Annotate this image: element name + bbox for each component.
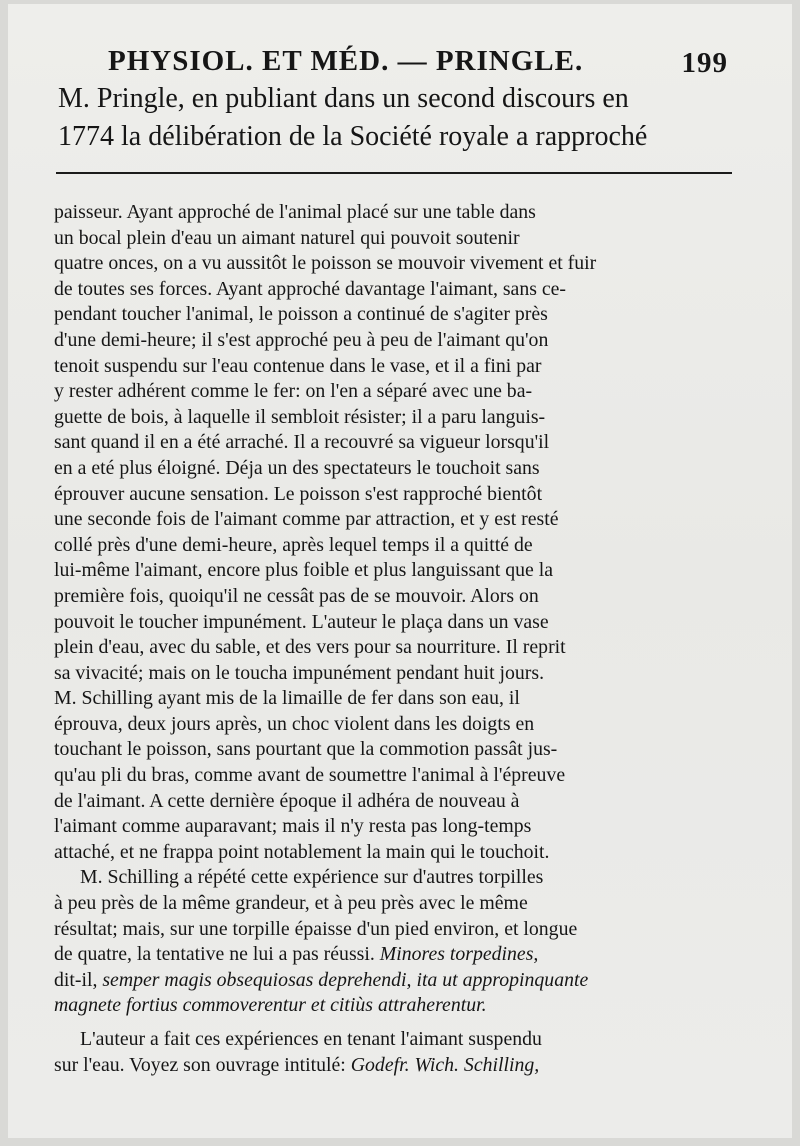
text-line: attaché, et ne frappa point notablement la main qui le touchoit. <box>54 840 550 863</box>
paragraph-2 <box>54 865 734 1019</box>
text-fragment: de quatre, la tentative ne lui a pas réussi. <box>54 943 380 966</box>
text-line: plein d'eau, avec du sable, et des vers pour sa nourriture. Il reprit <box>54 636 566 659</box>
latin-quote-line: magnete fortius commoverentur et citiùs attraherentur. <box>54 994 487 1017</box>
book-title: Godefr. Wich. Schilling, <box>350 1053 540 1076</box>
section-title: PHYSIOL. ET MÉD. — PRINGLE. <box>108 45 584 77</box>
text-line <box>54 942 734 968</box>
text-line: lui-même l'aimant, encore plus foible et plus languissant que la <box>54 559 554 582</box>
intro-line: 1774 la délibération de la Société royale a rapproché <box>58 121 648 152</box>
paragraph-1 <box>54 200 734 865</box>
text-line: première fois, quoiqu'il ne cessât pas de se mouvoir. Alors on <box>54 584 539 607</box>
intro-line: M. Pringle, en publiant dans un second discours en <box>58 83 629 114</box>
body-text <box>54 200 734 1078</box>
text-line: éprouver aucune sensation. Le poisson s'est rapproché bientôt <box>54 482 543 505</box>
running-header <box>108 44 728 78</box>
text-line <box>54 1053 734 1079</box>
text-line: L'auteur a fait ces expériences en tenant l'aimant suspendu <box>80 1028 542 1050</box>
text-line: sant quand il en a été arraché. Il a recouvré sa vigueur lorsqu'il <box>54 431 550 454</box>
text-line: pendant toucher l'animal, le poisson a continué de s'agiter près <box>54 303 548 326</box>
paragraph-3 <box>54 1027 734 1078</box>
text-line: à peu près de la même grandeur, et à peu près avec le même <box>54 892 528 915</box>
text-line: qu'au pli du bras, comme avant de soumettre l'animal à l'épreuve <box>54 764 566 787</box>
horizontal-rule <box>56 172 732 174</box>
text-line: résultat; mais, sur une torpille épaisse d'un pied environ, et longue <box>54 917 578 940</box>
text-line: sa vivacité; mais on le toucha impunément pendant huit jours. <box>54 661 545 684</box>
text-line: touchant le poisson, sans pourtant que la commotion passât jus- <box>54 738 558 761</box>
book-page <box>8 4 792 1138</box>
text-line: paisseur. Ayant approché de l'animal placé sur une table dans <box>54 201 536 223</box>
latin-quote: semper magis obsequiosas deprehendi, ita ut appropinquante <box>102 968 589 991</box>
text-line: tenoit suspendu sur l'eau contenue dans le vase, et il a fini par <box>54 354 542 377</box>
text-line: d'une demi-heure; il s'est approché peu à peu de l'aimant qu'on <box>54 328 549 351</box>
text-line: M. Schilling ayant mis de la limaille de fer dans son eau, il <box>54 687 520 710</box>
text-line: de l'aimant. A cette dernière époque il adhéra de nouveau à <box>54 789 520 812</box>
text-fragment: dit-il, <box>54 968 103 991</box>
text-line: une seconde fois de l'aimant comme par attraction, et y est resté <box>54 508 559 531</box>
text-line: collé près d'une demi-heure, après lequel temps il a quitté de <box>54 533 533 556</box>
text-line: en a eté plus éloigné. Déja un des spectateurs le touchoit sans <box>54 456 540 479</box>
text-line: quatre onces, on a vu aussitôt le poisson se mouvoir vivement et fuir <box>54 252 597 275</box>
text-line: l'aimant comme auparavant; mais il n'y resta pas long-temps <box>54 815 532 838</box>
text-line: y rester adhérent comme le fer: on l'en a séparé avec une ba- <box>54 380 533 403</box>
intro-text <box>58 80 728 156</box>
latin-quote: Minores torpedines, <box>379 943 539 966</box>
page-number: 199 <box>681 47 728 79</box>
text-line: M. Schilling a répété cette expérience sur d'autres torpilles <box>80 866 544 889</box>
text-line: pouvoit le toucher impunément. L'auteur le plaça dans un vase <box>54 610 549 633</box>
text-line: éprouva, deux jours après, un choc violent dans les doigts en <box>54 712 535 735</box>
text-line: guette de bois, à laquelle il sembloit résister; il a paru languis- <box>54 405 546 428</box>
text-line: un bocal plein d'eau un aimant naturel qui pouvoit soutenir <box>54 226 520 249</box>
text-fragment: sur l'eau. Voyez son ouvrage intitulé: <box>54 1053 351 1076</box>
text-line: de toutes ses forces. Ayant approché davantage l'aimant, sans ce- <box>54 277 567 300</box>
text-line <box>54 968 734 994</box>
